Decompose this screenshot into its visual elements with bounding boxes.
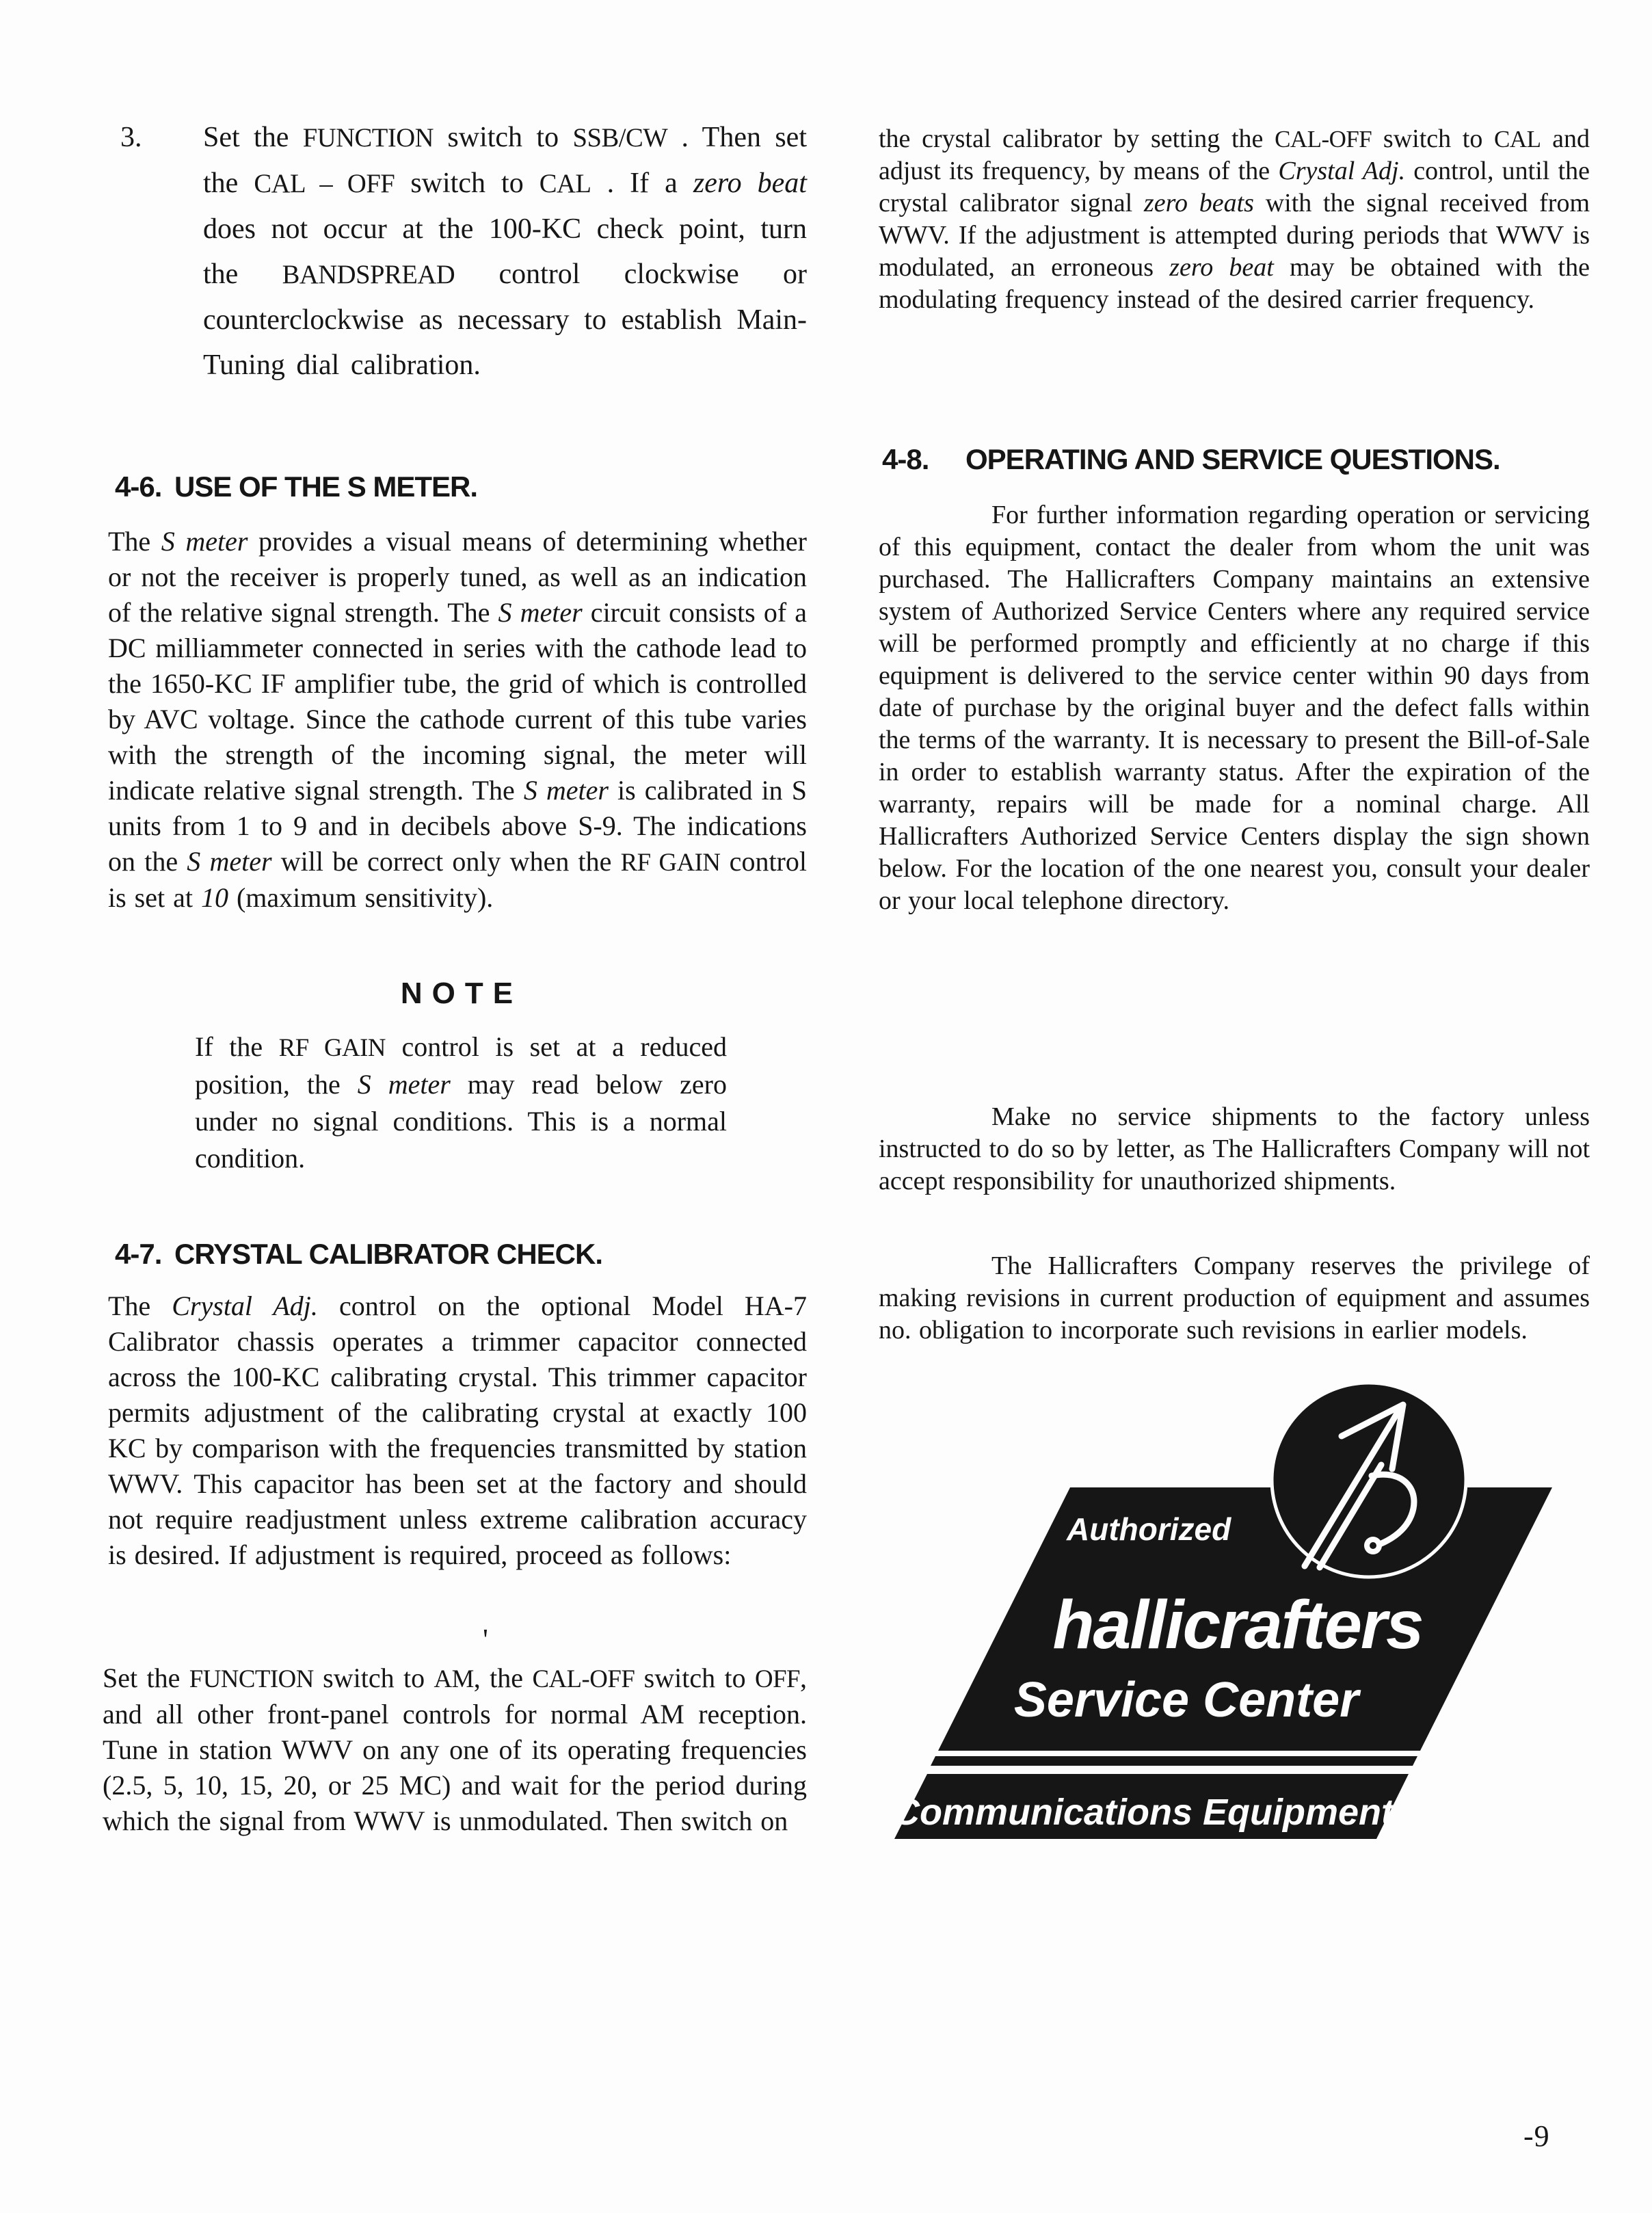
stray-mark: ' xyxy=(483,1623,488,1656)
section-title: USE OF THE S METER. xyxy=(174,471,478,503)
note-heading: NOTE xyxy=(400,977,523,1010)
section-number: 4-6. xyxy=(115,471,162,503)
section-title: OPERATING AND SERVICE QUESTIONS. xyxy=(965,443,1500,475)
paragraph-revisions: The Hallicrafters Company reserves the privilege of making revisions in current production of equipment and assumes no. obligation to incorporate such revisions in earlier models. xyxy=(879,1251,1590,1344)
paragraph-crystal-calibrator-1: The Crystal Adj. control on the optional Model HA-7 Calibrator chassis operates a trimmer capacitor connected across the 100-KC calibrating crystal. This trimmer capacitor permits adjustment of the calibrating crystal at exactly 100 KC by comparison with the frequencies transmitted by station WWV. This capacitor has been set at the factory and should not require readjustment unless extreme calibration accuracy is desired. If adjustment is required, proceed as follows: xyxy=(108,1290,808,1570)
note-paragraph: If the RF GAIN control is set at a reduced position, the S meter may read below zero under no signal conditions. This is a normal condition. xyxy=(195,1031,728,1174)
logo-comm-equipment-text: Communications Equipment xyxy=(892,1792,1394,1833)
hallicrafters-logo xyxy=(855,1340,1607,1874)
paragraph-calibration-continued: the crystal calibrator by setting the CAL-OFF switch to CAL and adjust its frequency, by means of the Crystal Adj. control, until the crystal calibrator signal zero beats with the signal received from WWV. If the adjustment is attempted during periods that WWV is modulated, an erroneous zero beat may be obtained with the modulating frequency instead of the desired carrier frequency. xyxy=(879,124,1590,314)
section-number: 4-7. xyxy=(115,1238,162,1270)
list-item-number: 3. xyxy=(120,122,142,153)
paragraph-no-shipments: Make no service shipments to the factory unless instructed to do so by letter, as The Hallicrafters Company will not accept responsibility for unauthorized shipments. xyxy=(879,1102,1590,1195)
logo-thin-strip xyxy=(931,1756,1417,1766)
list-item-text: Set the FUNCTION switch to SSB/CW . Then set the CAL – OFF switch to CAL . If a zero beat does not occur at the 100-KC check point, turn the BANDSPREAD control clockwise or counterclockwise as necessary to establish Main-Tuning dial calibration. xyxy=(203,122,808,381)
section-4-7-heading xyxy=(115,1238,602,1271)
logo-authorized-text: Authorized xyxy=(1067,1511,1231,1547)
page-number: -9 xyxy=(1523,2119,1550,2153)
section-4-6-heading xyxy=(115,471,477,503)
h-dot-inner-icon xyxy=(1370,1542,1376,1549)
section-title: CRYSTAL CALIBRATOR CHECK. xyxy=(174,1238,602,1270)
paragraph-use-of-s-meter: The S meter provides a visual means of determining whether or not the receiver is properly tuned, as well as an indication of the relative signal strength. The S meter circuit consists of a DC milliammeter connected in series with the cathode lead to the 1650-KC IF amplifier tube, the grid of which is controlled by AVC voltage. Since the cathode current of this tube varies with the strength of the incoming signal, the meter will indicate relative signal strength. The S meter is calibrated in S units from 1 to 9 and in decibels above S-9. The indications on the S meter will be correct only when the RF GAIN control is set at 10 (maximum sensitivity). xyxy=(108,526,808,913)
section-number: 4-8. xyxy=(882,443,929,475)
logo-service-center-text: Service Center xyxy=(1013,1673,1359,1727)
section-4-8-heading xyxy=(882,443,1500,476)
paragraph-crystal-calibrator-2: Set the FUNCTION switch to AM, the CAL-OFF switch to OFF, and all other front-panel controls for normal AM reception. Tune in station WWV on any one of its operating frequencies (2.5, 5, 10, 15, 20, or 25 MC) and wait for the period during which the signal from WWV is unmodulated. Then switch on xyxy=(103,1662,808,1836)
logo-brand-text: hallicrafters xyxy=(1052,1587,1423,1663)
paragraph-service-info: For further information regarding operation or servicing of this equipment, contact the dealer from whom the unit was purchased. The Hallicrafters Company maintains an extensive system of Authorized Service Centers where any required service will be performed promptly and efficiently at no charge if this equipment is delivered to the service center within 90 days from date of purchase by the original buyer and the defect falls within the terms of the warranty. It is necessary to present the Bill-of-Sale in order to establish warranty status. After the expiration of the warranty, repairs will be made for a nominal charge. All Hallicrafters Authorized Service Centers display the sign shown below. For the location of the one nearest you, consult your dealer or your local telephone directory. xyxy=(879,501,1590,915)
list-item-3 xyxy=(120,115,807,388)
